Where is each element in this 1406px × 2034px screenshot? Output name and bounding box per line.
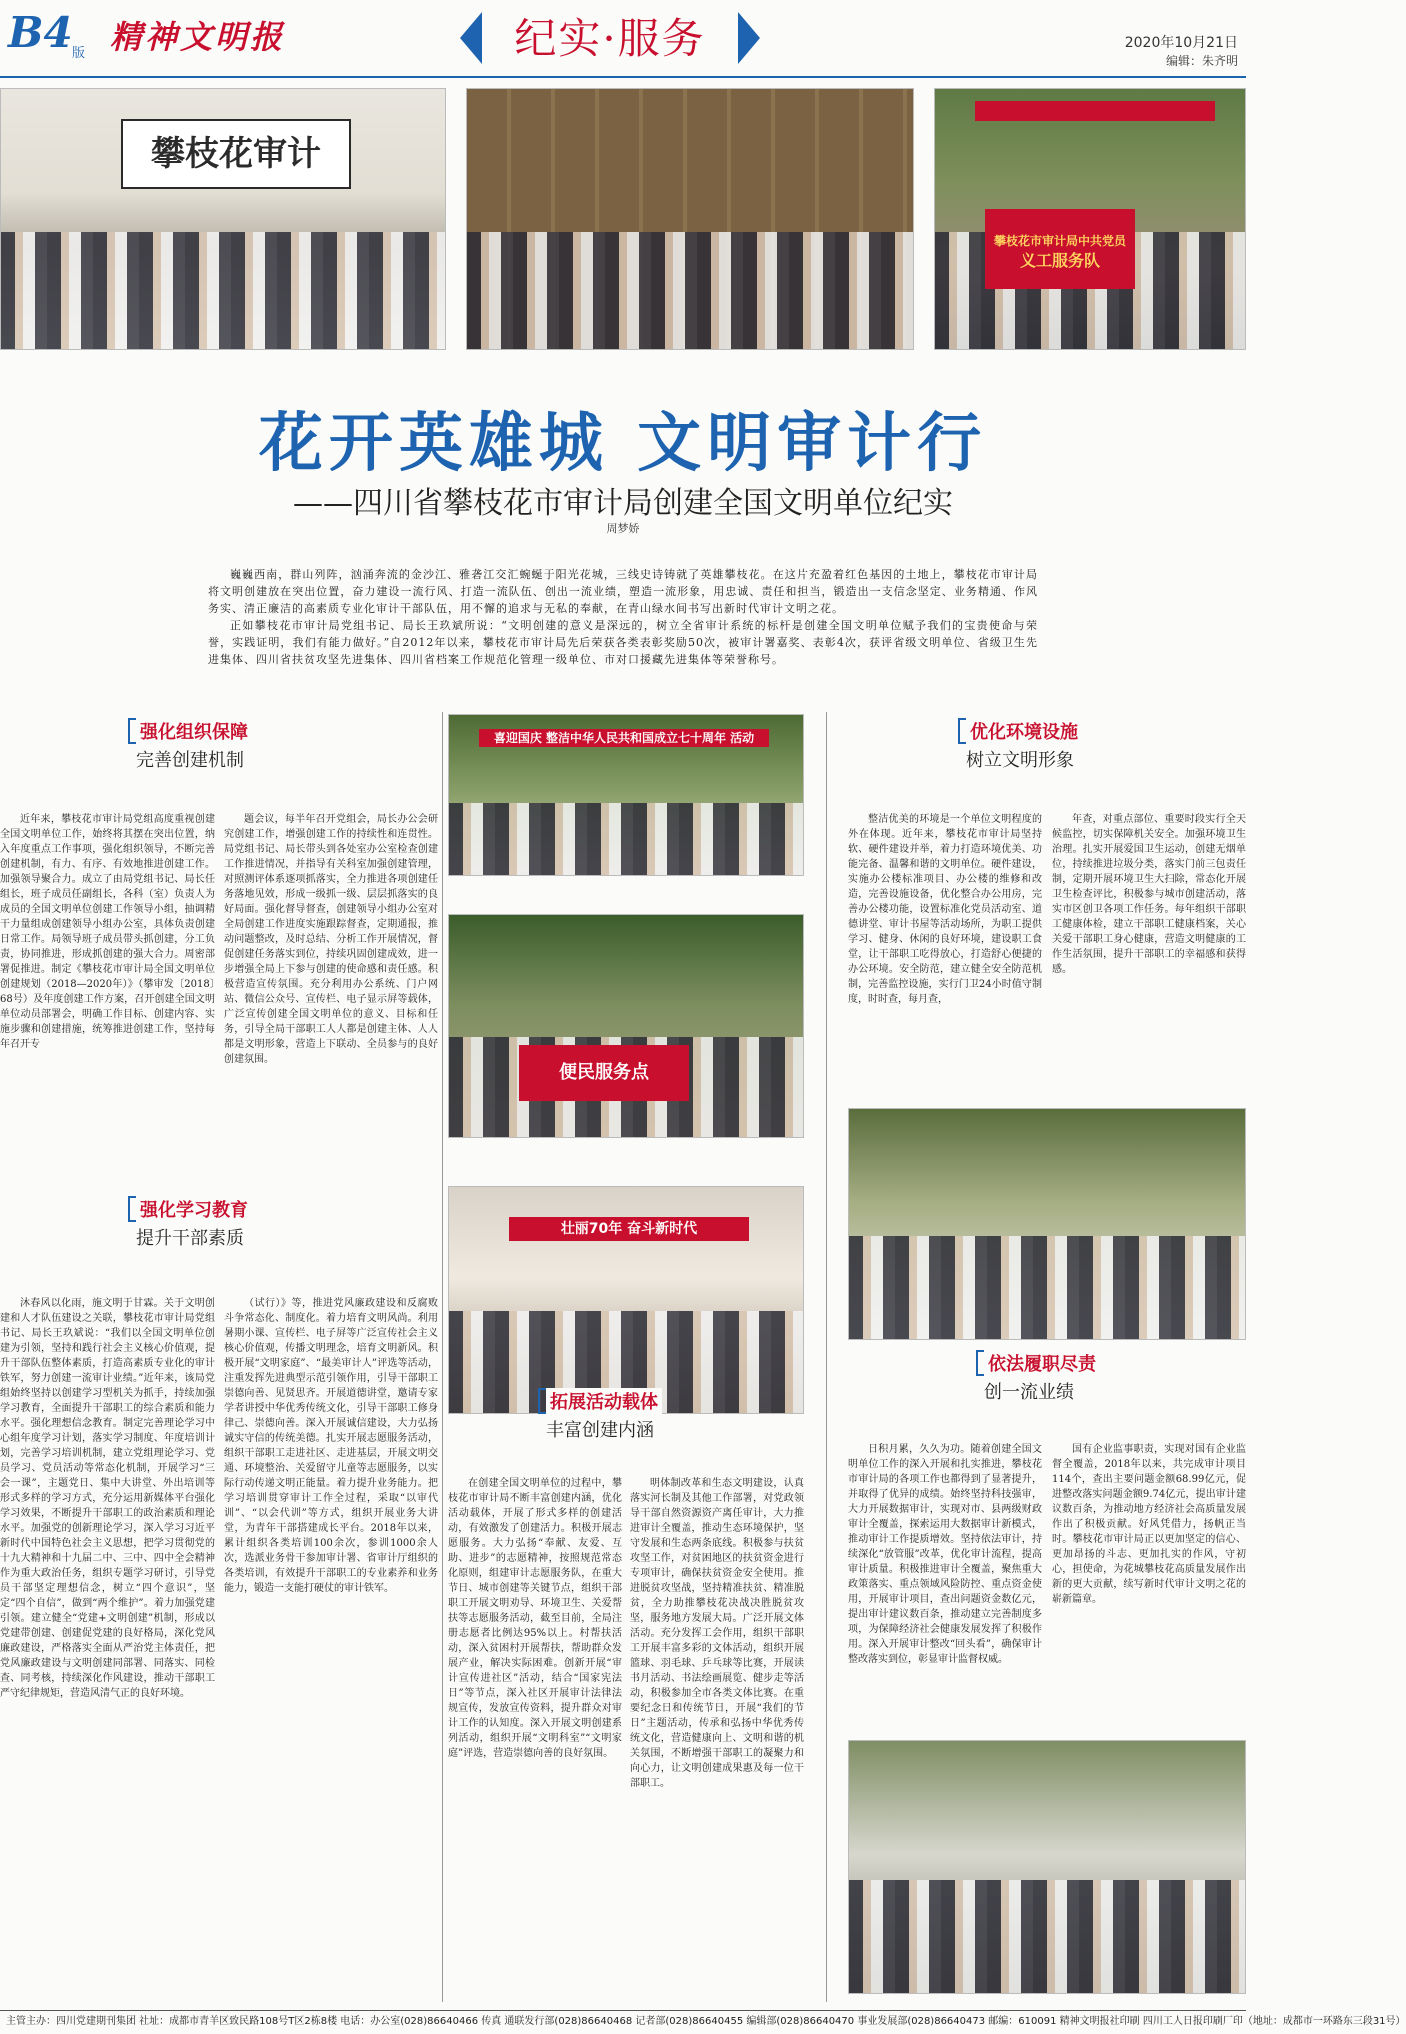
- paragraph: 日积月累，久久为功。随着创建全国文明单位工作的深入开展和扎实推进，攀枝花市审计局的各项工作也都得到了显著提升，并取得了优异的成绩。始终坚持科技强审，大力开展数据审计，实现对市、县两级财政审计全覆盖，探索运用大数据审计新模式，推动审计工作提质增效。坚持依法审计，持续深化“放管服”改革，优化审计流程，提高审计质量。积极推进审计全覆盖，聚焦重大政策落实、重点领域风险防控、重点资金使用，开展审计项目，查出问题资金数亿元，提出审计建议数百条，推动建立完善制度多项，为保障经济社会健康发展发挥了积极作用。深入开展审计整改“回头看”，确保审计整改落实到位，彰显审计监督权威。: [848, 1444, 1042, 1665]
- photo-banner: 喜迎国庆 整洁中华人民共和国成立七十周年 活动: [479, 729, 769, 747]
- paragraph: （试行）》等，推进党风廉政建设和反腐败斗争常态化、制度化。着力培育文明风尚。利用暑期小课、宣传栏、电子屏等广泛宣传社会主义核心价值观，传播文明理念，培育文明新风。积极开展“文明家庭”、“最美审计人”评选等活动，注重发挥先进典型示范引领作用，引导干部职工崇德向善、见贤思齐。开展道德讲堂，邀请专家学者讲授中华优秀传统文化，引导干部职工修身律己、崇德向善。深入开展诚信建设，大力弘扬诚实守信的传统美德。扎实开展志愿服务活动，组织干部职工走进社区、走进基层，开展文明交通、环境整治、关爱留守儿童等志愿服务，以实际行动传递文明正能量。着力提升业务能力。把学习培训贯穿审计工作全过程，采取“以审代训”、“以会代训”等方式，组织开展业务大讲堂，为青年干部搭建成长平台。2018年以来，累计组织各类培训100余次，参训1000余人次，选派业务骨干参加审计署、省审计厅组织的各类培训，有效提升干部职工的专业素养和业务能力，锻造一支能打硬仗的审计铁军。: [224, 1298, 438, 1594]
- article-column: [1052, 812, 1246, 1098]
- section-subtitle: 丰富创建内涵: [546, 1420, 654, 1441]
- paragraph: 近年来，攀枝花市审计局党组高度重视创建全国文明单位工作，始终将其摆在突出位置，纳入年度重点工作事项，强化组织领导，不断完善创建机制，有力、有序、有效地推进创建工作。加强领导聚合力。成立了由局党组书记、局长任组长，班子成员任副组长，各科（室）负责人为成员的全国文明单位创建工作领导小组，抽调精干力量组成创建领导小组办公室，具体负责创建日常工作。局领导班子成员带头抓创建，分工负责，协同推进，形成抓创建的强大合力。周密部署促推进。制定《攀枝花市审计局全国文明单位创建规划（2018—2020年）》（攀审发〔2018〕68号）及年度创建工作方案，召开创建全国文明单位动员部署会，明确工作目标、创建内容、实施步骤和创建措施，统筹推进创建工作，坚持每年召开专: [0, 814, 215, 1050]
- page-suffix: 版: [72, 46, 86, 61]
- article-column: [224, 1296, 438, 2000]
- masthead: [0, 0, 1246, 78]
- paper-name-logo: 精神文明报: [110, 18, 286, 56]
- flag-line2: 义工服务队: [1019, 251, 1100, 270]
- article-column: [0, 1296, 215, 2000]
- section-head-duties: [968, 1350, 1168, 1410]
- photo-banner: [975, 101, 1215, 121]
- headline: 花开英雄城 文明审计行: [258, 407, 988, 481]
- photo-exhibition-hall: [848, 1740, 1246, 1994]
- article-column: [0, 812, 215, 1150]
- section-head-environment: [950, 718, 1150, 778]
- photo-wall-visit: [466, 88, 914, 350]
- paragraph: 国有企业监事职责，实现对国有企业监督全覆盖，2018年以来，共完成审计项目114个，查出主要问题金额68.99亿元，促进整改落实问题金额9.74亿元，提出审计建议数百条，为推动地方经济社会高质量发展作出了积极贡献。好风凭借力，扬帆正当时。攀枝花市审计局正以更加坚定的信心、更加昂扬的斗志、更加扎实的作风，守初心，担使命，为花城攀枝花高质量发展作出新的更大贡献，续写新时代审计文明之花的崭新篇章。: [1052, 1444, 1246, 1605]
- column-divider: [826, 712, 827, 2002]
- photo-group-indoor: [448, 1186, 804, 1414]
- column-divider: [442, 712, 443, 2002]
- section-subtitle: 创一流业绩: [984, 1382, 1074, 1403]
- byline: 周梦娇: [606, 522, 640, 535]
- section-head-activities: [530, 1388, 730, 1448]
- photo-people: [467, 232, 913, 349]
- photo-people: [849, 1236, 1245, 1340]
- intro-paragraph: 正如攀枝花市审计局党组书记、局长王玖斌所说：“文明创建的意义是深远的，树立全省审计系统的标杆是创建全国文明单位赋予我们的宝贵使命与荣誉，实践证明，我们有能力做好。”自2012年以来，攀枝花市审计局先后荣获各类表彰奖励50次，被审计署嘉奖、表彰4次，获评省级文明单位、省级卫生先进集体、四川省扶贫攻坚先进集体、四川省档案工作规范化管理一级单位、市对口援藏先进集体等荣誉称号。: [208, 619, 1038, 666]
- section-title: 拓展活动载体: [546, 1388, 662, 1414]
- article-column: [848, 812, 1042, 1098]
- photo-sign: 攀枝花审计: [121, 119, 351, 189]
- editor-credit: 编辑：朱齐明: [1165, 54, 1238, 68]
- section-subtitle: 完善创建机制: [136, 750, 244, 771]
- photo-people: [1, 232, 445, 349]
- issue-date: 2020年10月21日: [1124, 35, 1238, 51]
- subheadline: ——四川省攀枝花市审计局创建全国文明单位纪实: [293, 486, 953, 521]
- photo-volunteers: [934, 88, 1246, 350]
- photo-banner: 壮丽70年 奋斗新时代: [509, 1217, 749, 1241]
- intro-text: [208, 566, 1038, 668]
- paragraph: 在创建全国文明单位的过程中，攀枝花市审计局不断丰富创建内涵，优化活动载体，开展了形式多样的创建活动，有效激发了创建活力。积极开展志愿服务。大力弘扬“奉献、友爱、互助、进步”的志愿精神，按照规范常态化原则，组建审计志愿服务队，在重大节日、城市创建等关键节点，组织干部职工开展文明劝导、环境卫生、关爱帮扶等志愿服务活动，截至目前，全局注册志愿者比例达95%以上。村帮扶活动，深入贫困村开展帮扶，帮助群众发展产业，解决实际困难。创新开展“审计宣传进社区”活动，结合“国家宪法日”等节点，深入社区开展审计法律法规宣传，发放宣传资料，提升群众对审计工作的认知度。深入开展文明创建系列活动，组织开展“文明科室”“文明家庭”评选，营造崇德向善的良好氛围。: [448, 1478, 622, 1759]
- article-column: [448, 1476, 622, 2000]
- article-column: [630, 1476, 804, 2000]
- page-number: B4: [8, 8, 73, 57]
- photo-banner: 便民服务点: [519, 1045, 689, 1101]
- section-title: 纪实·服务: [514, 14, 706, 63]
- arrow-left-icon: [460, 12, 482, 64]
- section-head-learning: [120, 1196, 320, 1256]
- section-subtitle: 树立文明形象: [966, 750, 1074, 771]
- photo-people: [849, 1880, 1245, 1993]
- party-flag: [985, 209, 1135, 289]
- photo-people: [449, 803, 803, 875]
- photo-group-outdoor: [448, 714, 804, 876]
- section-head-organization: [120, 718, 320, 778]
- arrow-right-icon: [738, 12, 760, 64]
- paragraph: 明体制改革和生态文明建设，认真落实河长制及其他工作部署，对党政领导干部自然资源资产离任审计，大力推进审计全覆盖，推动生态环境保护，坚守发展和生态两条底线。积极参与扶贫攻坚工作，对贫困地区的扶贫资金进行专项审计，确保扶贫资金安全使用。推进脱贫攻坚战，坚持精准扶贫、精准脱贫，全力助推攀枝花决战决胜脱贫攻坚，服务地方发展大局。广泛开展文体活动。充分发挥工会作用，组织干部职工开展丰富多彩的文体活动，组织开展篮球、羽毛球、乒乓球等比赛，开展读书月活动、书法绘画展览、健步走等活动，积极参加全市各类文体比赛。在重要纪念日和传统节日，开展“我们的节日”主题活动，传承和弘扬中华优秀传统文化，营造健康向上、文明和谐的机关氛围，不断增强干部职工的凝聚力和向心力，让文明创建成果惠及每一位干部职工。: [630, 1478, 804, 1789]
- photo-field-work: [848, 1108, 1246, 1340]
- paragraph: 年查，对重点部位、重要时段实行全天候监控，切实保障机关安全。加强环境卫生治理。扎实开展爱国卫生运动，创建无烟单位，持续推进垃圾分类，落实门前三包责任制，定期开展环境卫生大扫除，常态化开展卫生检查评比，积极参与城市创建活动，落实市区创卫各项工作任务。每年组织干部职工健康体检，建立干部职工健康档案，关心关爱干部职工身心健康，营造文明健康的工作生活氛围，提升干部职工的幸福感和获得感。: [1052, 814, 1246, 975]
- section-title: 依法履职尽责: [984, 1350, 1100, 1376]
- paragraph: 题会议，每半年召开党组会，局长办公会研究创建工作，增强创建工作的持续性和连贯性。局党组书记、局长带头到各处室办公室检查创建工作推进情况，并指导有关科室加强创建管理，对照测评体系逐项抓落实，全力推进各项创建任务落地见效，形成一级抓一级、层层抓落实的良好局面。强化督导督查，创建领导小组办公室对全局创建工作进度实施跟踪督查，定期通报，推动问题整改，及时总结、分析工作开展情况，督促创建任务落实到位，持续巩固创建成效，进一步增强全局上下参与创建的使命感和责任感。积极营造宣传氛围。充分利用办公系统、门户网站、微信公众号、宣传栏、电子显示屏等载体，广泛宣传创建全国文明单位的意义、目标和任务，引导全局干部职工人人都是创建主体、人人都是文明形象，营造上下联动、全员参与的良好创建氛围。: [224, 814, 438, 1065]
- photo-meeting: [0, 88, 446, 350]
- paragraph: 沐春风以化雨，施文明于甘霖。关于文明创建和人才队伍建设之关联，攀枝花市审计局党组书记、局长王玖斌说：“我们以全国文明单位创建为引领，坚持和践行社会主义核心价值观，提升干部队伍整体素质，打造高素质专业化的审计铁军，努力创建一流审计业绩。”近年来，该局党组始终坚持以创建学习型机关为抓手，持续加强学习教育，全面提升干部职工的综合素质和能力水平。强化理想信念教育。制定完善理论学习中心组年度学习计划，落实学习制度、年度培训计划，完善学习培训机制，建立党组理论学习、党员学习、党员活动等常态化机制，开展学习“三会一课”，主题党日、集中大讲堂、外出培训等形式多样的学习方式，充分运用新媒体平台强化学习效果，不断提升干部职工的政治素质和理论水平。加强党的创新理论学习，深入学习习近平新时代中国特色社会主义思想，把学习贯彻党的十九大精神和十九届二中、三中、四中全会精神作为重大政治任务，组织专题学习研讨，引导党员干部坚定理想信念，树立“四个意识”，坚定“四个自信”，做到“两个维护”。着力加强党建引领。建立健全“党建+文明创建”机制，形成以党建带创建、创建促党建的良好格局，深化党风廉政建设，严格落实全面从严治党主体责任，把党风廉政建设与文明创建同部署、同落实、同检查、同考核，持续深化作风建设，推动干部职工严守纪律规矩，营造风清气正的良好环境。: [0, 1298, 215, 1699]
- section-subtitle: 提升干部素质: [136, 1228, 244, 1249]
- section-title: 优化环境设施: [966, 718, 1082, 744]
- section-title: 强化学习教育: [136, 1196, 252, 1222]
- section-banner: [460, 2, 760, 72]
- paragraph: 整洁优美的环境是一个单位文明程度的外在体现。近年来，攀枝花市审计局坚持软、硬件建设并举，着力打造环境优美、功能完备、温馨和谐的文明单位。硬件建设，实施办公楼标准项目、办公楼的维修和改造，完善设施设备，优化整合办公用房，完善办公楼功能，设置标准化党员活动室、道德讲堂、审计书屋等活动场所，为职工提供学习、健身、休闲的良好环境，建设职工食堂，让干部职工吃得放心，打造舒心便捷的办公环境。安全防范，建立健全安全防范机制，完善监控设施，实行门卫24小时值守制度，时时查，每月查，: [848, 814, 1042, 1005]
- article-column: [1052, 1442, 1246, 1730]
- photo-service-point: [448, 914, 804, 1138]
- intro-paragraph: 巍巍西南，群山列阵，汹涌奔流的金沙江、雅砻江交汇蜿蜒于阳光花城，三线史诗铸就了英雄攀枝花。在这片充盈着红色基因的土地上，攀枝花市审计局将文明创建放在突出位置，奋力建设一流行风、打造一流队伍、创出一流业绩，塑造一流形象，用忠诚、责任和担当，锻造出一支信念坚定、业务精通、作风务实、清正廉洁的高素质专业化审计干部队伍，用不懈的追求与无私的奉献，在青山绿水间书写出新时代审计文明之花。: [208, 568, 1038, 615]
- footer-imprint: 主管主办：四川党建期刊集团 社址：成都市青羊区致民路108号T区2栋8楼 电话：办公室(028)86640466 传真 通联发行部(028)86640468 记者部(028)86640455 编辑部(028)86640470 事业发展部(028)86640473 邮编：610091 精神文明报社印刷 四川工人日报印刷厂印（地址：成都市一环路东三段31号）: [0, 2010, 1246, 2034]
- flag-line1: 攀枝花市审计局中共党员: [993, 234, 1126, 248]
- article-column: [848, 1442, 1042, 1730]
- section-title: 强化组织保障: [136, 718, 252, 744]
- article-column: [224, 812, 438, 1150]
